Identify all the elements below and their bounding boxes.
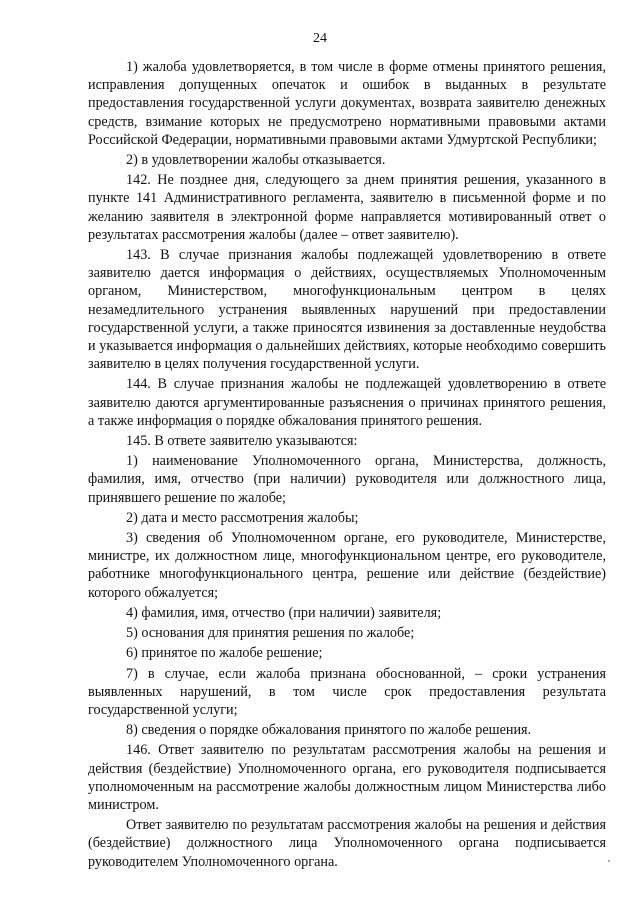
paragraph-143: 143. В случае признания жалобы подлежащей удовлетворению в ответе заявителю дается информация о действиях, осуществляемых Уполномоченным органом, Министерством, многофункциональным центром в целях незамедлительного устранения выявленных нарушений при предоставлении государственной услуги, а также приносятся извинения за доставленные неудобства и указывается информация о дальнейших действиях, которые необходимо совершить заявителю в целях получения государственной услуги.	[88, 247, 606, 373]
paragraph-142: 142. Не позднее дня, следующего за днем принятия решения, указанного в пункте 141 Административного регламента, заявителю в письменной форме и по желанию заявителя в электронной форме направляется мотивированный ответ о результатах рассмотрения жалобы (далее – ответ заявителю).	[88, 172, 606, 243]
page-number: 24	[313, 31, 327, 46]
list-item-145-6: 6) принятое по жалобе решение;	[126, 645, 323, 662]
paragraph-146: 146. Ответ заявителю по результатам рассмотрения жалобы на решения и действия (бездействие) Уполномоченного органа, его руководителя подписывается уполномоченным на рассмотрение жалобы должностным лицом Министерства либо министром.	[88, 742, 606, 813]
list-item-145-1: 1) наименование Уполномоченного органа, Министерства, должность, фамилия, имя, отчество (при наличии) руководителя или должностного лица, принявшего решение по жалобе;	[88, 453, 606, 506]
scan-speck	[608, 860, 610, 862]
list-item-145-5: 5) основания для принятия решения по жалобе;	[126, 625, 415, 642]
document-body	[88, 58, 606, 871]
list-item-145-2: 2) дата и место рассмотрения жалобы;	[126, 509, 359, 526]
paragraph-2: 2) в удовлетворении жалобы отказывается.	[126, 152, 386, 169]
paragraph-1: 1) жалоба удовлетворяется, в том числе в форме отмены принятого решения, исправления допущенных опечаток и ошибок в выданных в результате предоставления государственной услуги документах, возврата заявителю денежных средств, взимание которых не предусмотрено нормативными правовыми актами Российской Федерации, нормативными правовыми актами Удмуртской Республики;	[88, 59, 606, 148]
paragraph-144: 144. В случае признания жалобы не подлежащей удовлетворению в ответе заявителю даются аргументированные разъяснения о причинах принятого решения, а также информация о порядке обжалования принятого решения.	[88, 376, 606, 429]
list-item-145-4: 4) фамилия, имя, отчество (при наличии) заявителя;	[126, 604, 442, 621]
paragraph-145: 145. В ответе заявителю указываются:	[126, 433, 358, 450]
paragraph-146-continued: Ответ заявителю по результатам рассмотрения жалобы на решения и действия (бездействие) должностного лица Уполномоченного органа подписывается руководителем Уполномоченного органа.	[88, 817, 606, 870]
list-item-145-8: 8) сведения о порядке обжалования принятого по жалобе решения.	[126, 722, 532, 739]
list-item-145-3: 3) сведения об Уполномоченном органе, его руководителе, Министерстве, министре, их должностном лице, многофункциональном центре, его руководителе, работнике многофункционального центра, решение или действие (бездействие) которого обжалуется;	[88, 530, 606, 601]
list-item-145-7: 7) в случае, если жалоба признана обоснованной, – сроки устранения выявленных нарушений, в том числе срок предоставления результата государственной услуги;	[88, 665, 606, 718]
